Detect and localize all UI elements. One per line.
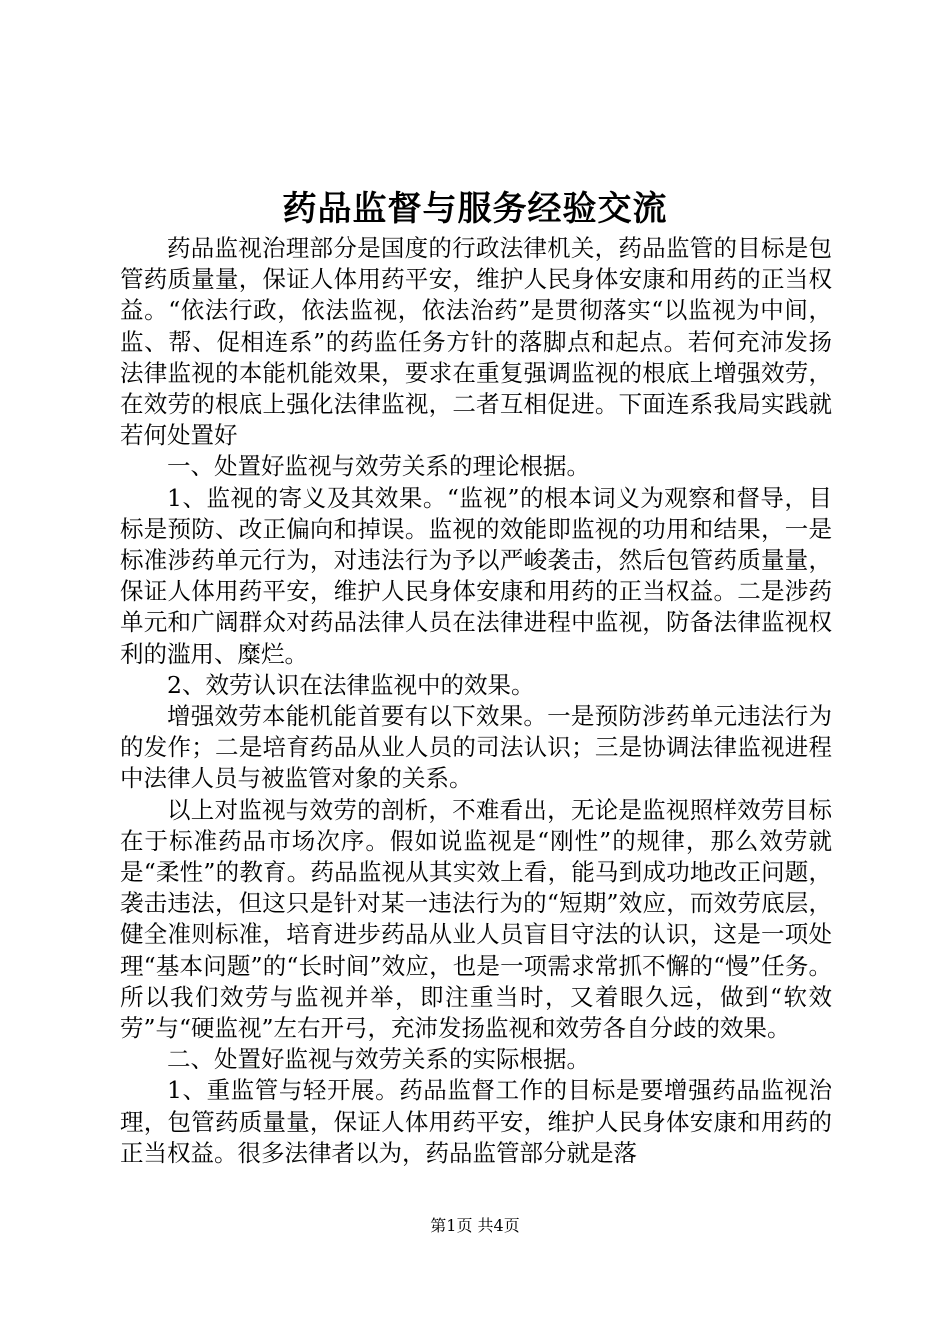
document-body [120,233,832,1169]
paragraph: 以上对监视与效劳的剖析，不难看出，无论是监视照样效劳目标在于标准药品市场次序。假如说监视是“刚性”的规律，那么效劳就是“柔性”的教育。药品监视从其实效上看，能马到成功地改正问题，袭击违法，但这只是针对某一违法行为的“短期”效应，而效劳底层，健全准则标准，培育进步药品从业人员盲目守法的认识，这是一项处理“基本问题”的“长时间”效应，也是一项需求常抓不懈的“慢”任务。所以我们效劳与监视并举，即注重当时，又着眼久远，做到“软效劳”与“硬监视”左右开弓，充沛发扬监视和效劳各自分歧的效果。 [120,795,832,1043]
paragraph: 1、重监管与轻开展。药品监督工作的目标是要增强药品监视治理，包管药质量量，保证人体用药平安，维护人民身体安康和用药的正当权益。很多法律者以为，药品监管部分就是落 [120,1076,832,1167]
paragraph: 药品监视治理部分是国度的行政法律机关，药品监管的目标是包管药质量量，保证人体用药平安，维护人民身体安康和用药的正当权益。“依法行政，依法监视，依法治药”是贯彻落实“以监视为中间，监、帮、促相连系”的药监任务方针的落脚点和起点。若何充沛发扬法律监视的本能机能效果，要求在重复强调监视的根底上增强效劳，在效劳的根底上强化法律监视，二者互相促进。下面连系我局实践就若何处置好 [120,234,832,450]
page-footer: 第1页 共4页 [430,1216,520,1235]
document-title: 药品监督与服务经验交流 [282,189,668,229]
paragraph: 增强效劳本能机能首要有以下效果。一是预防涉药单元违法行为的发作；二是培育药品从业人员的司法认识；三是协调法律监视进程中法律人员与被监管对象的关系。 [120,702,832,793]
section-heading: 一、处置好监视与效劳关系的理论根据。 [167,452,590,481]
paragraph: 1、监视的寄义及其效果。“监视”的根本词义为观察和督导，目标是预防、改正偏向和掉误。监视的效能即监视的功用和结果，一是标准涉药单元行为，对违法行为予以严峻袭击，然后包管药质量量，保证人体用药平安，维护人民身体安康和用药的正当权益。二是涉药单元和广阔群众对药品法律人员在法律进程中监视，防备法律监视权利的滥用、糜烂。 [120,483,832,668]
subsection-heading: 2、效劳认识在法律监视中的效果。 [167,670,535,699]
section-heading: 二、处置好监视与效劳关系的实际根据。 [167,1045,590,1074]
